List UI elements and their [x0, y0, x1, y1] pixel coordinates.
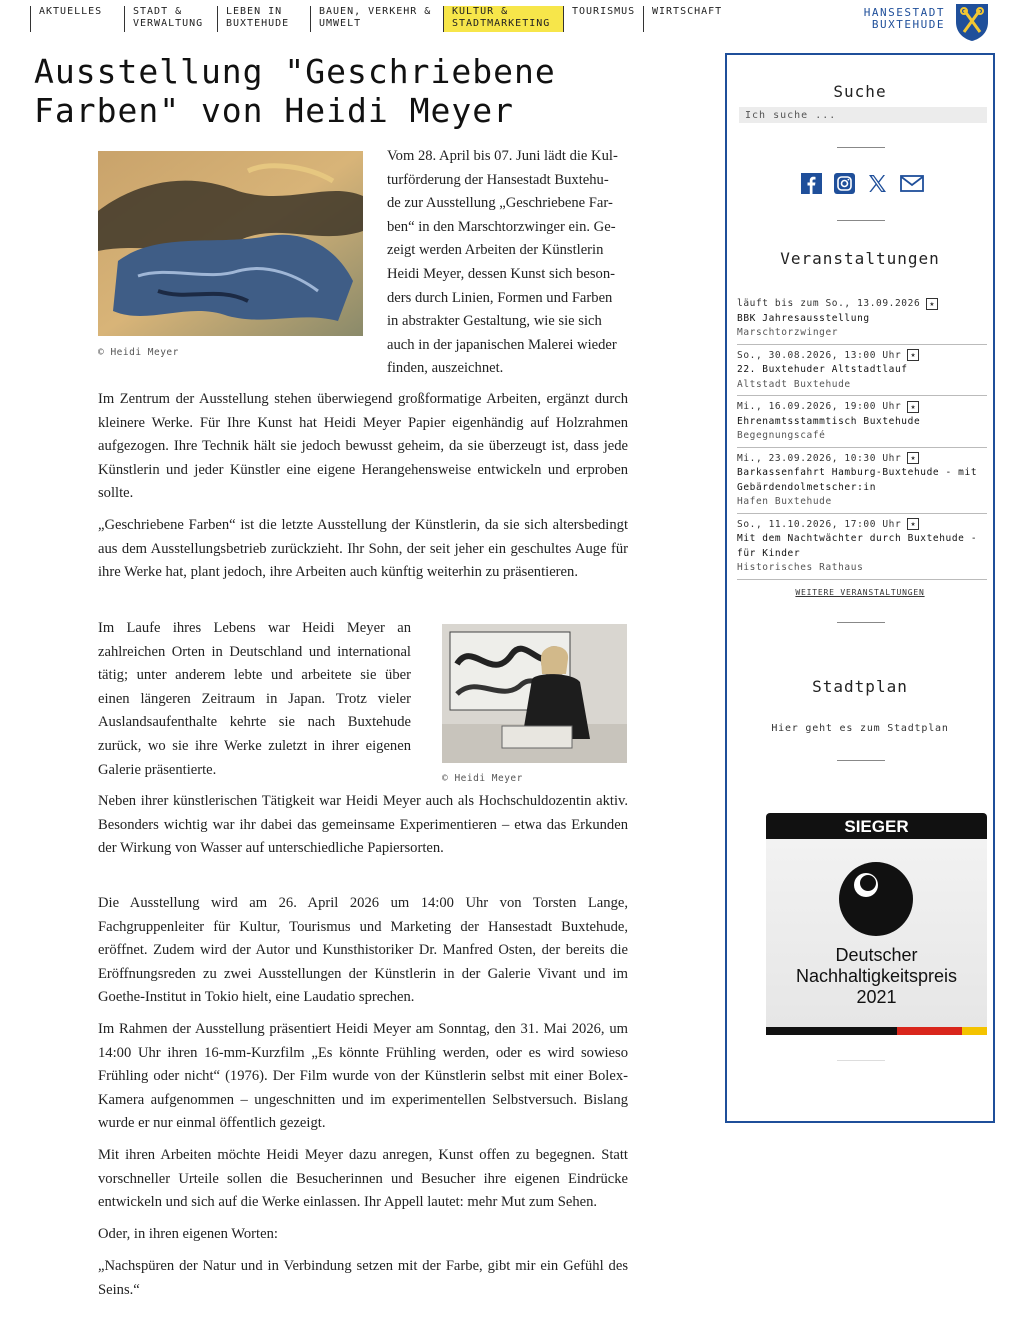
artist-photo[interactable] — [442, 624, 627, 784]
event-date: Mi., 23.09.2026, 10:30 Uhr — [737, 452, 902, 464]
paragraph: Mit ihren Arbeiten möchte Heidi Meyer dazu anregen, Kunst offen zu begegnen. Statt vorschneller Urteile sollen die Besucherinnen und Besucher ihre eigenen Eindrücke entwickeln und sich auf die Werke einlassen. Ihr Appell lautet: mehr Mut zum Sehen. — [98, 1147, 628, 1211]
event-item[interactable] — [737, 293, 987, 345]
divider — [837, 760, 885, 761]
event-title: BBK Jahresausstellung — [737, 312, 870, 324]
divider — [837, 147, 885, 148]
divider — [837, 220, 885, 221]
nav-item-bauen[interactable]: BAUEN, VERKEHR & UMWELT — [310, 6, 441, 32]
sidebar — [725, 53, 995, 1123]
nav-item-kultur[interactable]: KULTUR & STADTMARKETING — [443, 6, 564, 32]
award-logo-icon — [838, 861, 914, 937]
event-title: Ehrenamtsstammtisch Buxtehude — [737, 415, 921, 427]
event-location: Altstadt Buxtehude — [737, 378, 851, 390]
divider — [837, 1060, 885, 1061]
event-title: Barkassenfahrt Hamburg-Buxtehude - mit Gebärdendolmetscher:in — [737, 467, 978, 493]
paragraph: Im Laufe ihres Lebens war Heidi Meyer an zahlreichen Orten in Deutschland und international tätig; unter anderem lebte und arbeitete sie über einen längeren Zeitraum in Japan. Trotz vieler Auslandsaufenthalte kehrte sie nach Buxtehude zurück, wo sie ihre Werke zuletzt in ihrer eigenen Galerie präsentierte. — [98, 620, 411, 778]
nav-item-tourismus[interactable]: TOURISMUS — [563, 6, 640, 32]
award-title: Deutscher Nachhaltigkeitspreis 2021 — [795, 945, 958, 1007]
event-item[interactable] — [737, 345, 987, 397]
painting-image[interactable] — [98, 151, 363, 358]
event-location: Historisches Rathaus — [737, 562, 864, 573]
more-events-link[interactable]: WEITERE VERANSTALTUNGEN — [795, 588, 925, 597]
bookmark-star-icon[interactable]: ★ — [907, 452, 919, 464]
event-title: 22. Buxtehuder Altstadtlauf — [737, 364, 908, 375]
paragraph: Im Zentrum der Ausstellung stehen überwiegend großformatige Arbeiten, ergänzt durch kleinere Werke. Für Ihre Kunst hat Heidi Meyer Papier eigenhändig auf Holzrahmen aufgezogen. Ihre Technik hält sie jedoch bewusst geheim, da sie überzeugt ist, dass jede Künstlerin und jeder Künstler eine eigene Herangehensweise entwickeln und erproben sollte. — [98, 391, 628, 502]
facebook-icon[interactable] — [801, 173, 822, 194]
sustainability-award-badge[interactable] — [766, 813, 987, 1035]
events-heading: Veranstaltungen — [780, 249, 940, 268]
badge-header: SIEGER — [766, 813, 987, 839]
event-item[interactable] — [737, 448, 987, 514]
social-links — [801, 173, 921, 194]
event-date: Mi., 16.09.2026, 19:00 Uhr — [737, 401, 902, 412]
image-caption: © Heidi Meyer — [98, 347, 179, 358]
paragraph: Im Rahmen der Ausstellung präsentiert Heidi Meyer am Sonntag, den 31. Mai 2026, um 14:00 Uhr ihren 16-mm-Kurzfilm „Es könnte Frühling werden, oder es wird sowieso Frühling oder nicht“ (1976). Der Film wurde von der Künstlerin selbst mit einer Bolex-Kamera aufgenommen – ungeschnitten und im experimentellen Selbstversuch. Bislang wurde er nur einmal öffentlich gezeigt. — [98, 1021, 628, 1132]
nav-item-stadt-verwaltung[interactable]: STADT & VERWALTUNG — [124, 6, 217, 32]
paragraph: „Geschriebene Farben“ ist die letzte Ausstellung der Künstlerin, da sie sich altersbedingt aus dem Ausstellungsbetrieb zurückzieht. Ihr Sohn, der seit jeher ein geschultes Auge für ihre Werke hat, plant jedoch, ihre Arbeiten auch künftig weiterhin zu präsentieren. — [98, 517, 628, 581]
city-map-link[interactable]: Hier geht es zum Stadtplan — [771, 723, 949, 734]
quote-paragraph: „Nachspüren der Natur und in Verbindung setzen mit der Farbe, gibt mir ein Gefühl des Seins.“ — [98, 1258, 628, 1298]
event-date: läuft bis zum So., 13.09.2026 — [737, 298, 921, 309]
search-heading: Suche — [833, 82, 887, 101]
page-title: Ausstellung "Geschriebene Farben" von Heidi Meyer — [34, 52, 556, 130]
bookmark-star-icon[interactable]: ★ — [907, 401, 919, 413]
event-title: Mit dem Nachtwächter durch Buxtehude - für Kinder — [737, 533, 978, 559]
city-logo[interactable] — [858, 2, 990, 42]
image-caption: © Heidi Meyer — [442, 773, 523, 784]
paragraph: Die Ausstellung wird am 26. April 2026 um 14:00 Uhr von Torsten Lange, Fachgruppenleiter für Kultur, Tourismus und Marketing der Hansestadt Buxtehude, eröffnet. Zudem wird der Autor und Kunsthistoriker Dr. Manfred Osten, der bereits die Eröffnungsreden zu zwei Ausstellungen der Künstlerin in der Galerie Vivant und im Goethe-Institut in Tokio hielt, eine Laudatio sprechen. — [98, 895, 628, 1006]
germany-flag-stripe — [766, 1027, 987, 1035]
coat-of-arms-icon — [954, 2, 990, 42]
event-date: So., 11.10.2026, 17:00 Uhr — [737, 518, 902, 530]
event-item[interactable] — [737, 396, 987, 448]
paragraph: Neben ihrer künstlerischen Tätigkeit war Heidi Meyer auch als Hochschuldozentin aktiv. Besonders wichtig war ihr dabei das gemeinsame Experimentieren – etwa das Erkunden der Wirkung von Wasser auf unterschiedliche Papiersorten. — [98, 793, 628, 857]
event-item[interactable] — [737, 514, 987, 580]
intro-paragraph: Vom 28. April bis 07. Juni lädt die Kul- turförderung der Hansestadt Buxtehu- de zur Ausstellung „Geschriebene Far- ben“ in den Marschtorzwinger ein. Ge- zeigt werden Arbeiten der Künstlerin Heidi Meyer, dessen Kunst sich beson- ders durch Linien, Formen und Farben in abstrakter Gestaltung, wie sie sich auch in der japanischen Malerei wieder finden, auszeichnet. — [387, 148, 618, 377]
nav-item-aktuelles[interactable]: AKTUELLES — [30, 6, 121, 32]
nav-item-leben[interactable]: LEBEN IN BUXTEHUDE — [217, 6, 308, 32]
event-location: Marschtorzwinger — [737, 327, 839, 338]
instagram-icon[interactable] — [834, 173, 855, 194]
map-heading: Stadtplan — [812, 677, 908, 696]
events-list — [737, 293, 987, 580]
divider — [837, 622, 885, 623]
logo-text: HANSESTADT BUXTEHUDE — [863, 6, 945, 31]
event-location: Hafen Buxtehude — [737, 496, 832, 507]
event-date: So., 30.08.2026, 13:00 Uhr — [737, 349, 902, 361]
event-location: Begegnungscafé — [737, 430, 826, 441]
paragraph: Oder, in ihren eigenen Worten: — [98, 1226, 278, 1242]
nav-item-wirtschaft[interactable]: WIRTSCHAFT — [643, 6, 732, 32]
bookmark-star-icon[interactable]: ★ — [907, 349, 919, 361]
bookmark-star-icon[interactable]: ★ — [907, 518, 919, 530]
email-icon[interactable] — [900, 173, 921, 194]
search-input[interactable] — [739, 107, 987, 123]
bookmark-star-icon[interactable]: ★ — [926, 298, 938, 310]
x-twitter-icon[interactable] — [867, 173, 888, 194]
